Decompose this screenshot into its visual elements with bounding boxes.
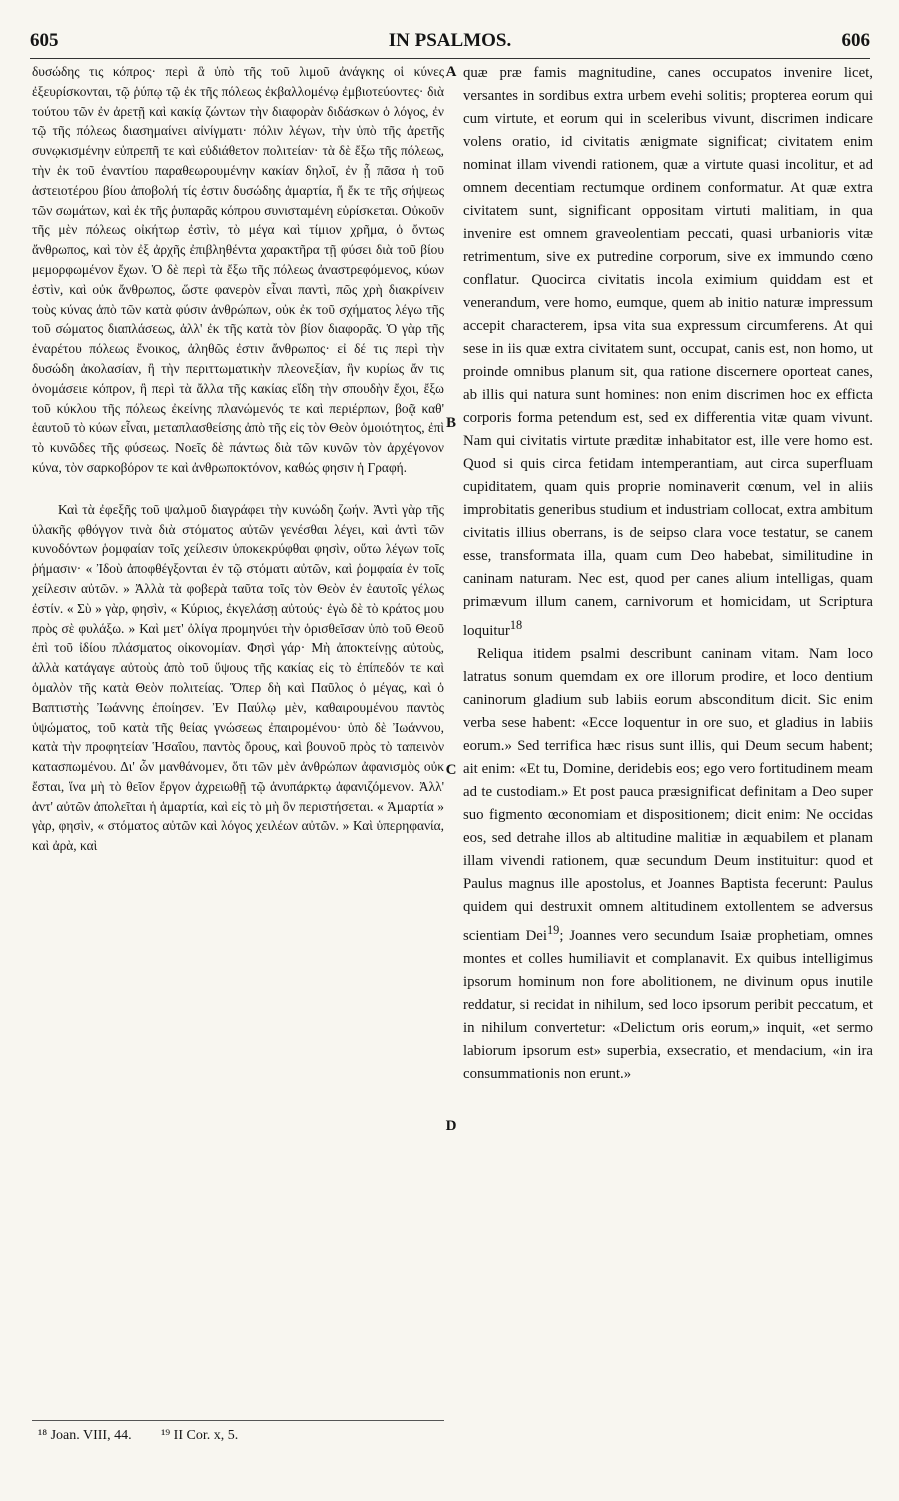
footnote-rule	[32, 1420, 444, 1421]
page-number-right: 606	[841, 30, 870, 51]
footnote-18: ¹⁸ Joan. VIII, 44.	[38, 1428, 132, 1443]
footnote-ref-18: 18	[509, 618, 523, 632]
latin-paragraph-2-text-b: ; Joannes vero secundum Isaiæ prophetiam, omnes montes et colles humiliavit et complanavit. Ex quibus intelligimus ipsorum hominum non fore abolitionem, ne divinum opus inutile reddatur, si recidat in nihilum, sed loco ipsorum peribit peccatum, et in nihilum convertetur: «Delictum oris eorum,» inquit, «et sermo labiorum ipsorum est» superbia, exsecratio, et mendacium, «in ira consummationis non erunt.»	[463, 927, 873, 1082]
footnote-ref-19: 19	[546, 922, 560, 937]
latin-paragraph-1	[463, 62, 873, 643]
latin-column	[463, 62, 873, 1086]
section-marker-c: C	[445, 762, 457, 778]
header-rule	[30, 58, 870, 59]
section-marker-d: D	[445, 1118, 457, 1134]
running-title: IN PSALMOS.	[388, 30, 512, 51]
greek-paragraph-2: Καὶ τὰ ἐφεξῆς τοῦ ψαλμοῦ διαγράφει τὴν κυνώδη ζωήν. Ἀντὶ γὰρ τῆς ὑλακῆς φθόγγον τινὰ διὰ στόματος αὐτῶν γενέσθαι λέγει, καὶ ἀντὶ τῶν κυνοδόντων ῥομφαίαν τοῖς χείλεσιν ὑποκεκρύφθαι φησὶν, οὕτω λέγων τοῖς ῥήμασιν· « Ἰδοὺ ἀποφθέγξονται ἐν τῷ στόματι αὐτῶν, καὶ ῥομφαία ἐν τοῖς χείλεσιν αὐτῶν. » Ἀλλὰ τὰ φοβερὰ ταῦτα τοῖς τὸν Θεὸν ἐν ἑαυτοῖς γέλως ἐστίν. « Σὺ » γὰρ, φησὶν, « Κύριος, ἐκγελάσῃ αὐτούς· ἐγὼ δὲ τὸ κράτος μου πρὸς σὲ φυλάξω. » Καὶ μετ' ὀλίγα προμηνύει τὴν ὁρισθεῖσαν ὑπὸ τοῦ Θεοῦ ἐπὶ τοῦ ἰδίου πλάσματος οἰκονομίαν. Φησὶ γάρ· Μὴ ἀποκτείνῃς αὐτοὺς, ἀλλὰ κατάγαγε αὐτοὺς ἀπὸ τοῦ ὕψους τῆς κακίας εἰς τὸ ἐπίπεδόν τε καὶ ὁμαλὸν τῆς κατὰ Θεὸν πολιτείας. Ὅπερ δὴ καὶ Παῦλος ὁ μέγας, καὶ ὁ Βαπτιστὴς Ἰωάννης ἐποίησεν. Ἐν Παύλῳ μὲν, καθαιρουμένου παντὸς ὑψώματος, τοῦ κατὰ τῆς θείας γνώσεως ἐπαιρομένου· ὑπὸ δὲ Ἰωάννου, κατὰ τὴν προφητείαν Ἡσαΐου, παντὸς ὄρους, καὶ βουνοῦ πρὸς τὸ ταπεινὸν κατασπωμένου. Δι' ὧν μανθάνομεν, ὅτι τῶν μὲν ἀνθρώπων ἀφανισμὸς οὐκ ἔσται, ἵνα μὴ τὸ θεῖον ἔργον ἀχρειωθῇ τῷ ἀνυπάρκτῳ ἀφανιζόμενον. Ἀλλ' ἀντ' αὐτῶν ἀπολεῖται ἡ ἁμαρτία, καὶ εἰς τὸ μὴ ὂν περιστήσεται. « Ἁμαρτία » γὰρ, φησὶν, « στόματος αὐτῶν καὶ λόγος χειλέων αὐτῶν. » Καὶ ὑπερηφανία, καὶ ἀρὰ, καὶ	[32, 501, 444, 854]
footnote-19: ¹⁹ II Cor. x, 5.	[161, 1428, 239, 1443]
page-number-left: 605	[30, 30, 59, 51]
greek-paragraph-1: δυσώδης τις κόπρος· περὶ ἃ ὑπὸ τῆς τοῦ λιμοῦ ἀνάγκης οἱ κύνες ἐξευρίσκονται, τῷ ῥύπῳ τῷ ἐκ τῆς πόλεως ἐκβαλλομένῳ ἐμβιοτεύοντες· διὰ τούτου τῶν ἐν ἀρετῇ καὶ κακίᾳ ζώντων τὴν διαφορὰν διδάσκων ὁ λόγος, ἐν τῷ τῆς πόλεως διασημαίνει αἰνίγματι· πόλιν λέγων, τὴν ὑπὸ τῆς ἀρετῆς συνῳκισμένην εὐπρεπῆ τε καὶ εὐδιάθετον πολιτείαν· τὰ δὲ ἔξω τῆς πόλεως, τὴν ἐκ τοῦ ἐναντίου παραθεωρουμένην κακίαν δηλοῖ, ἐν ᾗ πᾶσα ἡ τοῦ ἀστειοτέρου βίου ἀποβολή τίς ἐστιν δυσώδης ἁμαρτία, ἥ ἔκ τε τῆς σήψεως τῶν σωμάτων, καὶ ἐκ τῆς ῥυπαρᾶς κόπρου συνισταμένη εὑρίσκεται. Οὐκοῦν τῆς μὲν πόλεως οἰκήτωρ ἐστὶν, τὸ μέγα καὶ τίμιον χρῆμα, ὁ ὄντως ἄνθρωπος, καὶ τὸν ἐξ ἀρχῆς ἐπιβληθέντα χαρακτῆρα τῇ φύσει διὰ τοῦ βίου μεμορφωμένον ἔχων. Ὁ δὲ περὶ τὰ ἔξω τῆς πόλεως ἀναστρεφόμενος, κύων ἐστὶν, καὶ οὐκ ἄνθρωπος, ὥστε φανερὸν εἶναι παντὶ, πῶς χρὴ διακρίνειν τοὺς κύνας ἀπὸ τῶν κατὰ φύσιν ἀνθρώπων, οὐκ ἐκ τοῦ σχήματος λέγω τῆς τοῦ σώματος διαπλάσεως, ἀλλ' ἐκ τῆς κατὰ τὸν βίον διαφορᾶς. Ὁ γὰρ τῆς ἐναρέτου πόλεως ἔνοικος, ἀληθῶς ἐστιν ἄνθρωπος· εἰ δέ τις περὶ τὴν δυσώδη ἀκολασίαν, ἢ τὴν περιττωματικὴν πλεονεξίαν, ἣν κυρίως ἄν τις ὀνομάσειε κόπρον, ἢ περὶ τὰ ἄλλα τῆς κακίας εἴδη τὴν σπουδὴν ἔχοι, ἔξω τοῦ κύκλου τῆς πόλεως ἐκείνης πλανώμενός τε καὶ περιέρπων, βοᾷ καθ' ἑαυτοῦ τὸ κύων εἶναι, μεταπλασθείσης ἀπὸ τῆς εἰς τὸν Θεὸν ὁμοιότητος, ἐπὶ τὸ κυνῶδες τῆς φύσεως. Νοεῖς δὲ πάντως διὰ τῶν κυνῶν τὸν ἀρχέγονον κύνα, τὸν σαρκοβόρον τε καὶ ἀνθρωποκτόνον, καθώς φησιν ἡ Γραφή.	[32, 64, 444, 475]
section-marker-b: B	[445, 415, 456, 431]
section-marker-a: A	[445, 64, 457, 80]
footnotes	[38, 1428, 438, 1444]
page-header	[30, 30, 870, 56]
latin-paragraph-2-text-a: Reliqua itidem psalmi describunt caninam vitam. Nam loco latratus sonum quemdam ex ore illorum prodire, et loco dentium caninorum gladium sub labiis eorum absconditum dicit. Sic enim verba sese habent: «Ecce loquentur in ore suo, et gladius in labiis eorum.» Sed terrifica hæc risus sunt illis, qui Deum secum habent; ait enim: «Et tu, Domine, deridebis eos; ego vero fortitudinem meam ad te custodiam.» Et post pauca præsignificat definitam a Deo super suo figmento œconomiam et dispositionem; dicit enim: Ne occidas eos, sed detrahe illos ab altitudine malitiæ in æquabilem et planam illam vivendi rationem, quæ secundum Deum instituitur: quod et Paulus magnus ille apostolus, et Joannes Baptista fecerunt: Paulus quidem qui destruxit omnem altitudinem extollentem se adversus scientiam Dei	[463, 645, 873, 944]
latin-paragraph-2	[463, 643, 873, 1086]
greek-column	[32, 62, 444, 856]
latin-paragraph-1-text: quæ præ famis magnitudine, canes occupatos invenire licet, versantes in sordibus extra urbem evehi solitis; propterea eorum qui cum virtute, et eorum qui in sceleribus vivunt, discrimen indicare volens oratio, id civitatis ænigmate significat; civitatem enim nominat illam vivendi rationem, quæ a virtute quasi incolitur, et ad omnem decentiam rectumque ordinem conformatur. At quæ extra civitatem sunt, significant oppositam virtuti malitiam, in qua invenire est omnem graveolentiam peccati, quasi urbanioris vitæ retrimentum, sive ex putredine corporum, sive ex immundo cœno conflatur. Quocirca civitatis incola eximium quiddam est et venerandum, vere homo, eumque, quem ab initio naturæ impressum accepit characterem, ipsa vita sua expressum circumferens. At qui sese in iis quæ extra civitatem sunt, occupat, canis est, non homo, ut proinde omnibus planum sit, qua ratione discernere oporteat canes, ab illis qui natura sunt homines: non enim discrimen hoc ex efficta corporis forma petendum est, sed ex differentia vitæ quam vivunt. Nam qui civitatis virtute præditæ inhabitator est, ille vere homo est. Quod si quis circa fetidam intemperantiam, aut circa superfluam cupiditatem, quam quis proprie nominaverit cœnum, vel in aliis improbitatis generibus studium et industriam collocat, extra ambitum civitatis illius oberrans, is de seipso clara voce testatur, se canem esse, transformata illa, quam cum Deo habebat, similitudine in caninam naturam. Nec est, quod per canes alium intelligas, quam primævum illum canem, carnivorum et homicidam, ut Scriptura loquitur	[463, 65, 873, 639]
